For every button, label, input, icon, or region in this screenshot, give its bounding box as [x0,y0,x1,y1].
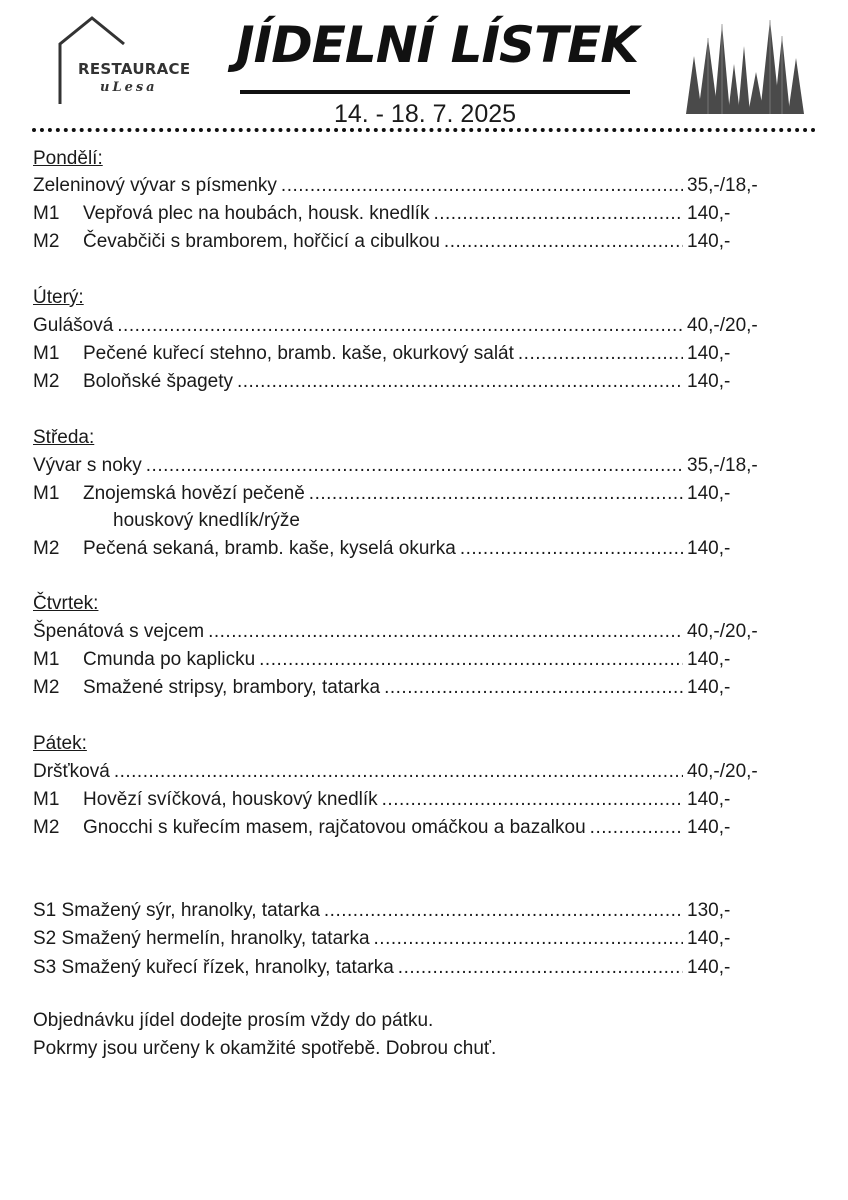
item-code: M2 [33,538,60,559]
item-label: Znojemská hovězí pečeně [83,483,305,504]
meal-item-sides: houskový knedlík/rýže [113,510,300,531]
item-code: M2 [33,231,60,252]
leader-dots [117,313,683,339]
page-title: JÍDELNÍ LÍSTEK [236,16,639,74]
soup-item [33,173,771,199]
meal-item [33,787,771,813]
title-underline [240,90,630,94]
item-code: M1 [33,343,60,364]
item-price: 140,- [687,483,731,504]
soup-item [33,313,771,339]
item-price: 140,- [687,957,731,978]
footer-note: Objednávku jídel dodejte prosím vždy do pátku. [33,1010,434,1031]
restaurant-logo [56,16,191,108]
leader-dots [444,229,683,255]
item-price: 35,-/18,- [687,455,758,476]
meal-item [33,229,771,255]
footer-note: Pokrmy jsou určeny k okamžité spotřebě. Dobrou chuť. [33,1038,497,1059]
pine-trees-icon [676,16,810,116]
item-label: Dršťková [33,761,110,782]
item-price: 140,- [687,649,731,670]
item-label: Pečené kuřecí stehno, bramb. kaše, okurkový salát [83,343,514,364]
soup-item [33,759,771,785]
item-price: 40,-/20,- [687,621,758,642]
day-heading: Pondělí: [33,148,103,169]
leader-dots [259,647,683,673]
leader-dots [146,453,683,479]
special-item [33,898,771,924]
item-price: 140,- [687,928,731,949]
forest-illustration [676,16,810,116]
item-price: 130,- [687,900,731,921]
item-code: M1 [33,483,60,504]
soup-item [33,453,771,479]
item-label: Zeleninový vývar s písmenky [33,175,277,196]
leader-dots [433,201,683,227]
meal-item [33,536,771,562]
item-code: M1 [33,203,60,224]
item-label: Vývar s noky [33,455,142,476]
meal-item [33,647,771,673]
day-heading: Úterý: [33,287,84,308]
item-price: 140,- [687,538,731,559]
leader-dots [281,173,683,199]
item-code: M1 [33,789,60,810]
logo-subtitle: uLesa [100,80,158,95]
leader-dots [114,759,683,785]
day-heading: Středa: [33,427,95,448]
item-code: M1 [33,649,60,670]
leader-dots [237,369,683,395]
item-price: 140,- [687,343,731,364]
item-label: S3 Smažený kuřecí řízek, hranolky, tatarka [33,957,394,978]
item-label: Smažené stripsy, brambory, tatarka [83,677,381,698]
leader-dots [460,536,683,562]
meal-item [33,481,771,507]
soup-item [33,619,771,645]
leader-dots [309,481,683,507]
item-label: Boloňské špagety [83,371,233,392]
meal-item [33,369,771,395]
item-label: Cmunda po kaplicku [83,649,256,670]
item-code: M2 [33,817,60,838]
item-price: 40,-/20,- [687,315,758,336]
item-label: Gulášová [33,315,114,336]
day-heading: Pátek: [33,733,87,754]
item-label: Špenátová s vejcem [33,621,205,642]
item-price: 140,- [687,371,731,392]
item-label: S2 Smažený hermelín, hranolky, tatarka [33,928,370,949]
special-item [33,955,771,981]
item-price: 35,-/18,- [687,175,758,196]
leader-dots [518,341,683,367]
item-price: 40,-/20,- [687,761,758,782]
menu-date: 14. - 18. 7. 2025 [333,100,517,128]
header-divider [32,128,816,132]
leader-dots [384,675,683,701]
leader-dots [590,815,683,841]
logo-name: RESTAURACE [78,60,191,78]
item-label: Pečená sekaná, bramb. kaše, kyselá okurka [83,538,456,559]
item-price: 140,- [687,231,731,252]
item-label: Hovězí svíčková, houskový knedlík [83,789,378,810]
meal-item [33,675,771,701]
item-label: S1 Smažený sýr, hranolky, tatarka [33,900,320,921]
item-code: M2 [33,371,60,392]
leader-dots [374,926,683,952]
day-heading: Čtvrtek: [33,593,99,614]
special-item [33,926,771,952]
meal-item [33,201,771,227]
item-code: M2 [33,677,60,698]
meal-item [33,341,771,367]
leader-dots [208,619,683,645]
leader-dots [324,898,683,924]
item-price: 140,- [687,817,731,838]
item-price: 140,- [687,203,731,224]
item-price: 140,- [687,789,731,810]
item-label: Gnocchi s kuřecím masem, rajčatovou omáčkou a bazalkou [83,817,586,838]
item-label: Vepřová plec na houbách, housk. knedlík [83,203,430,224]
leader-dots [382,787,683,813]
leader-dots [398,955,683,981]
item-price: 140,- [687,677,731,698]
meal-item [33,815,771,841]
item-label: Čevabčiči s bramborem, hořčicí a cibulkou [83,231,440,252]
